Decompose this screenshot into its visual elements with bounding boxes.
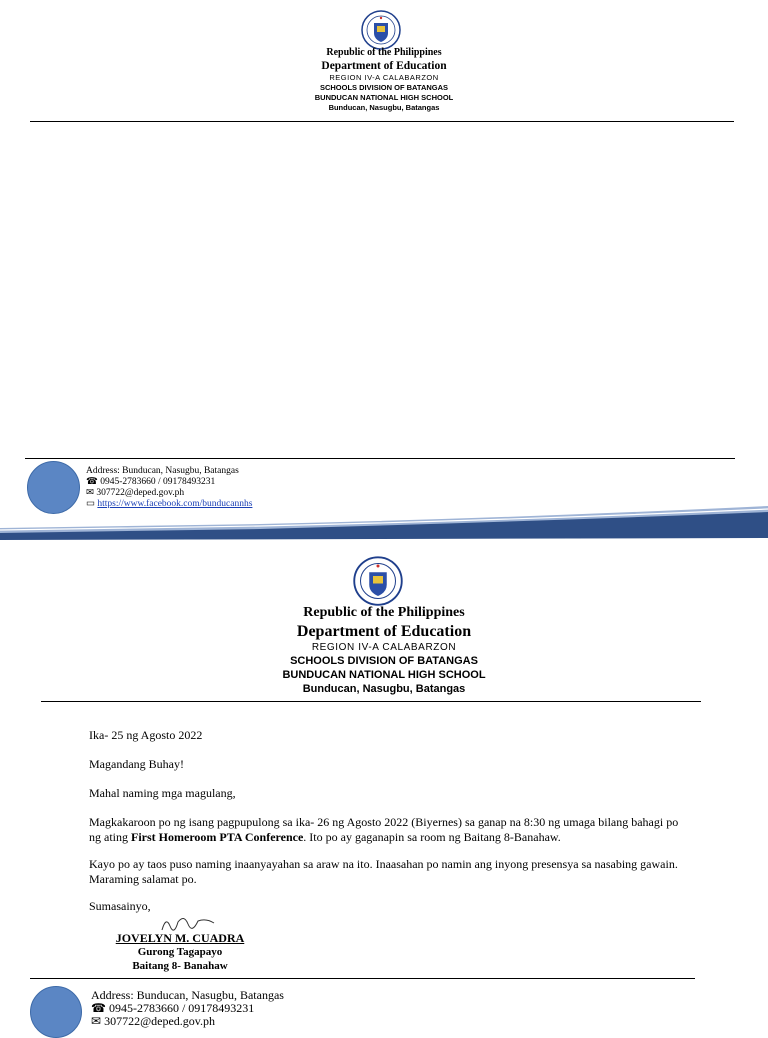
letter-greeting: Magandang Buhay! [89, 757, 184, 771]
header-region: REGION IV-A CALABARZON [311, 642, 457, 653]
footer-banner [0, 500, 768, 540]
footer-address: Address: Bunducan, Nasugbu, Batangas [86, 466, 239, 476]
header-divider [41, 701, 701, 702]
footer-email-row [86, 488, 252, 499]
letter-paragraph-2: Kayo po ay taos puso naming inaanyayahan sa araw na ito. Inaasahan po namin ang inyong presensya sa nasabing gawain. Maraming salamat po. [89, 857, 678, 886]
header-region: REGION IV-A CALABARZON [329, 73, 439, 82]
footer-phone-row [86, 477, 252, 488]
event-name: First Homeroom PTA Conference [131, 830, 304, 844]
computer-icon: ▭ [86, 499, 98, 509]
footer-phone: 0945-2783660 / 09178493231 [108, 1001, 255, 1015]
deped-seal-icon [353, 556, 403, 606]
header-department: Department of Education [296, 623, 472, 640]
header-department: Department of Education [321, 60, 447, 72]
footer-email: 307722@deped.gov.ph [104, 1014, 215, 1028]
header-divider [30, 121, 734, 122]
footer-info [91, 989, 284, 1028]
letter-salutation: Mahal naming mga magulang, [89, 786, 236, 800]
letter-body [89, 728, 685, 914]
letter-closing: Sumasainyo, [89, 899, 151, 913]
header-republic: Republic of the Philippines [326, 47, 442, 58]
signatory-title: Gurong Tagapayo [137, 946, 223, 958]
header-address: Bunducan, Nasugbu, Batangas [328, 103, 440, 112]
footer-facebook-link[interactable]: https://www.facebook.com/bunducannhs [97, 499, 253, 509]
page-2 [0, 540, 768, 1028]
mail-icon: ✉ [91, 1014, 105, 1028]
footer-divider [25, 458, 735, 459]
header-school: BUNDUCAN NATIONAL HIGH SCHOOL [314, 93, 454, 102]
header-division: SCHOOLS DIVISION OF BATANGAS [319, 83, 449, 92]
letter-date: Ika- 25 ng Agosto 2022 [89, 728, 203, 742]
header-address: Bunducan, Nasugbu, Batangas [302, 683, 466, 695]
header-school: BUNDUCAN NATIONAL HIGH SCHOOL [282, 669, 486, 681]
footer-phone: 0945-2783660 / 09178493231 [100, 477, 216, 487]
header-division: SCHOOLS DIVISION OF BATANGAS [290, 655, 478, 667]
deped-seal-icon [361, 10, 401, 50]
letter-paragraph-1: Magkakaroon po ng isang pagpupulong sa ika- 26 ng Agosto 2022 (Biyernes) sa ganap na 8:30 ng umaga bilang bahagi po ng ating First Homeroom PTA Conference. Ito po ay gaganapin sa room ng Baitang 8-Banahaw. [89, 815, 679, 844]
signatory-name: JOVELYN M. CUADRA [115, 931, 245, 945]
signatory-block [100, 931, 260, 973]
footer-address: Address: Bunducan, Nasugbu, Batangas [91, 988, 284, 1002]
footer-email-row [91, 1015, 284, 1028]
phone-icon: ☎ [86, 477, 101, 487]
footer-divider [30, 978, 695, 979]
phone-icon: ☎ [91, 1001, 109, 1015]
footer-email: 307722@deped.gov.ph [96, 488, 185, 498]
signatory-section: Baitang 8- Banahaw [132, 960, 228, 972]
mail-icon: ✉ [86, 488, 97, 498]
footer-circle [30, 986, 82, 1038]
header-republic: Republic of the Philippines [303, 605, 465, 620]
